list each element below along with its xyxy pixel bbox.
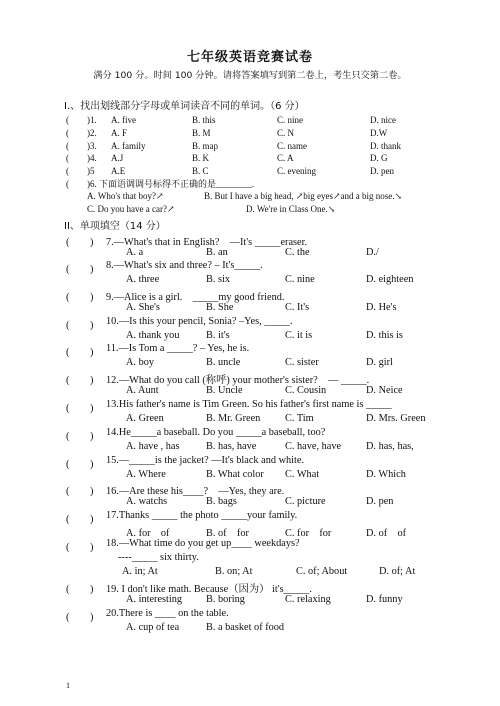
option-d: D.W	[370, 128, 388, 138]
option-d: D. Which	[366, 469, 406, 480]
question-stem: 19. I don't like math. Because（因为） it's_____.	[106, 584, 312, 595]
answer-paren: ( )	[66, 237, 94, 248]
q6-options-row-2	[0, 203, 500, 215]
option-c: C. it is	[285, 330, 313, 341]
option-c: C. nine	[277, 115, 303, 125]
option-c: C. Tim	[285, 413, 314, 424]
option-d: D. Mrs. Green	[366, 413, 426, 424]
option-c: C. sister	[285, 357, 319, 368]
answer-paren: ( )	[66, 292, 94, 303]
option-d: D. has, has,	[366, 441, 414, 452]
q6-option-d: D. We're in Class One.↘	[246, 204, 336, 214]
option-c: C. relaxing	[285, 594, 331, 605]
option-a: A. a	[126, 247, 144, 258]
option-a: A.J	[111, 153, 124, 163]
answer-paren: ( )	[66, 320, 94, 331]
answer-paren: (	[66, 128, 69, 138]
option-b: B. a basket of food	[206, 622, 285, 633]
section-1-item	[0, 165, 500, 177]
q6-option-a: A. Who's that boy?↗	[87, 191, 164, 201]
answer-paren: ( )	[66, 486, 94, 497]
question-stem: 7.—What's that in English? —It's _____eraser.	[106, 237, 308, 248]
answer-paren: ( )	[66, 612, 94, 623]
answer-paren: ( )	[66, 431, 94, 442]
question-number: )2.	[87, 128, 97, 138]
answer-paren: ( )	[66, 542, 94, 553]
option-c: C. nine	[285, 274, 315, 285]
option-b: B. this	[192, 115, 216, 125]
option-a: A. cup of tea	[126, 622, 180, 633]
option-a: A. Aunt	[126, 385, 159, 396]
question-stem: 9.—Alice is a girl. _____my good friend.	[106, 292, 285, 303]
question-stem: 16.—Are these his____? —Yes, they are.	[106, 486, 285, 497]
exam-title: 七年级英语竞赛试卷	[186, 50, 313, 65]
option-c: C. A	[277, 153, 294, 163]
option-a: A. thank you	[126, 330, 180, 341]
option-b: B. C	[192, 166, 209, 176]
option-c: C. N	[277, 128, 295, 138]
option-a: A. Where	[126, 469, 166, 480]
option-d: D. of of	[366, 528, 407, 539]
option-d: D. pen	[370, 166, 394, 176]
option-d: D. nice	[370, 115, 396, 125]
option-a: A. F	[111, 128, 128, 138]
option-a: A. have , has	[126, 441, 180, 452]
option-b: B. six	[206, 274, 231, 285]
option-c: C. evening	[277, 166, 316, 176]
answer-paren: (	[66, 115, 69, 125]
option-a: A. in; At	[122, 566, 158, 577]
option-c: C. the	[285, 247, 310, 258]
question-stem: 17.Thanks _____ the photo _____your family.	[106, 510, 298, 521]
option-c: C. What	[285, 469, 320, 480]
option-c: C. have, have	[285, 441, 342, 452]
answer-paren: (	[66, 153, 69, 163]
section-1-item	[0, 152, 500, 164]
question-number: )1.	[87, 115, 97, 125]
section-1-item	[0, 114, 500, 126]
option-a: A. interesting	[126, 594, 183, 605]
option-c: C. picture	[285, 496, 326, 507]
section-2-heading: II、单项填空（14 分）	[64, 221, 166, 232]
answer-paren: ( )	[66, 514, 94, 525]
option-c: C. It's	[285, 302, 310, 313]
option-d: D. of; At	[379, 566, 416, 577]
option-b: B. map	[192, 141, 218, 151]
option-c: C. Cousin	[285, 385, 327, 396]
question-stem: 13.His father's name is Tim Green. So his father's first name is _____	[106, 399, 392, 410]
option-d: D. girl	[366, 357, 393, 368]
answer-paren: ( )	[66, 459, 94, 470]
q6-option-b: B. But I have a big head, ↗big eyes↗and a big nose.↘	[204, 191, 403, 201]
question-stem: 14.He_____a baseball. Do you _____a baseball, too?	[106, 427, 326, 438]
option-d: D./	[366, 247, 379, 258]
answer-paren: ( )	[66, 264, 94, 275]
option-a: A. watchs	[126, 496, 168, 507]
answer-paren: (	[66, 141, 69, 151]
section-1-heading: I.、找出划线部分字母或单词读音不同的单词。（6 分）	[64, 101, 305, 112]
question-stem: 20.There is ____ on the table.	[106, 608, 229, 619]
answer-paren: ( )	[66, 584, 94, 595]
option-b: B. M	[192, 128, 211, 138]
option-d: D. thank	[370, 141, 401, 151]
option-d: D. eighteen	[366, 274, 414, 285]
option-c: C. of; About	[296, 566, 348, 577]
question-stem: 10.—Is this your pencil, Sonia? –Yes, _____.	[106, 316, 293, 327]
option-c: C. for for	[285, 528, 332, 539]
option-b: B. an	[206, 247, 228, 258]
answer-paren: (	[66, 166, 69, 176]
option-c: C. name	[277, 141, 307, 151]
exam-instructions: 满分 100 分。时间 100 分钟。请将答案填写到第二卷上，考生只交第二卷。	[93, 70, 407, 81]
option-a: A. five	[111, 115, 136, 125]
question-stem: 18.—What time do you get up____ weekdays?	[106, 538, 300, 549]
option-a: A. boy	[126, 357, 155, 368]
option-a: A. for of	[126, 528, 170, 539]
option-a: A. family	[111, 141, 146, 151]
option-a: A.E	[111, 166, 126, 176]
question-subline: ----_____ six thirty.	[118, 552, 199, 563]
answer-paren: ( )	[66, 347, 94, 358]
question-number: )4.	[87, 153, 97, 163]
q6-options-row-1	[0, 190, 500, 202]
question-stem: 12.—What do you call (称呼) your mother's sister? — _____.	[106, 375, 370, 386]
option-b: B. of for	[206, 528, 249, 539]
option-b: B. Mr. Green	[206, 413, 261, 424]
option-b: B. bags	[206, 496, 237, 507]
question-stem: 11.—Is Tom a _____? – Yes, he is.	[106, 343, 250, 354]
option-d: D. Neice	[366, 385, 403, 396]
option-b: B. She	[206, 302, 234, 313]
option-d: D. pen	[366, 496, 394, 507]
option-b: B. boring	[206, 594, 245, 605]
option-b: B. What color	[206, 469, 264, 480]
question-number: )5	[87, 166, 95, 176]
question-stem: 8.—What's six and three? – It's_____.	[106, 260, 263, 271]
option-a: A. She's	[126, 302, 160, 313]
option-b: B. K	[192, 153, 210, 163]
answer-paren: ( )	[66, 375, 94, 386]
answer-paren: ( )	[66, 403, 94, 414]
option-b: B. uncle	[206, 357, 241, 368]
q6-row	[0, 178, 500, 190]
option-d: D. this is	[366, 330, 403, 341]
option-b: B. Uncle	[206, 385, 243, 396]
option-d: D. He's	[366, 302, 397, 313]
option-b: B. on; At	[215, 566, 253, 577]
option-b: B. it's	[206, 330, 230, 341]
page-number: 1	[66, 681, 70, 690]
q6-option-c: C. Do you have a car?↗	[87, 204, 175, 214]
option-d: D. G	[370, 153, 388, 163]
question-stem: 15.—_____is the jacket? —It's black and white.	[106, 455, 305, 466]
option-b: B. has, have	[206, 441, 257, 452]
option-d: D. funny	[366, 594, 403, 605]
section-1-item	[0, 140, 500, 152]
question-number: )3.	[87, 141, 97, 151]
q6-stem: )6. 下面语调调号标得不正确的是________.	[87, 179, 255, 189]
section-1-item	[0, 127, 500, 139]
q6-paren: (	[66, 179, 69, 189]
option-a: A. three	[126, 274, 160, 285]
option-a: A. Green	[126, 413, 164, 424]
